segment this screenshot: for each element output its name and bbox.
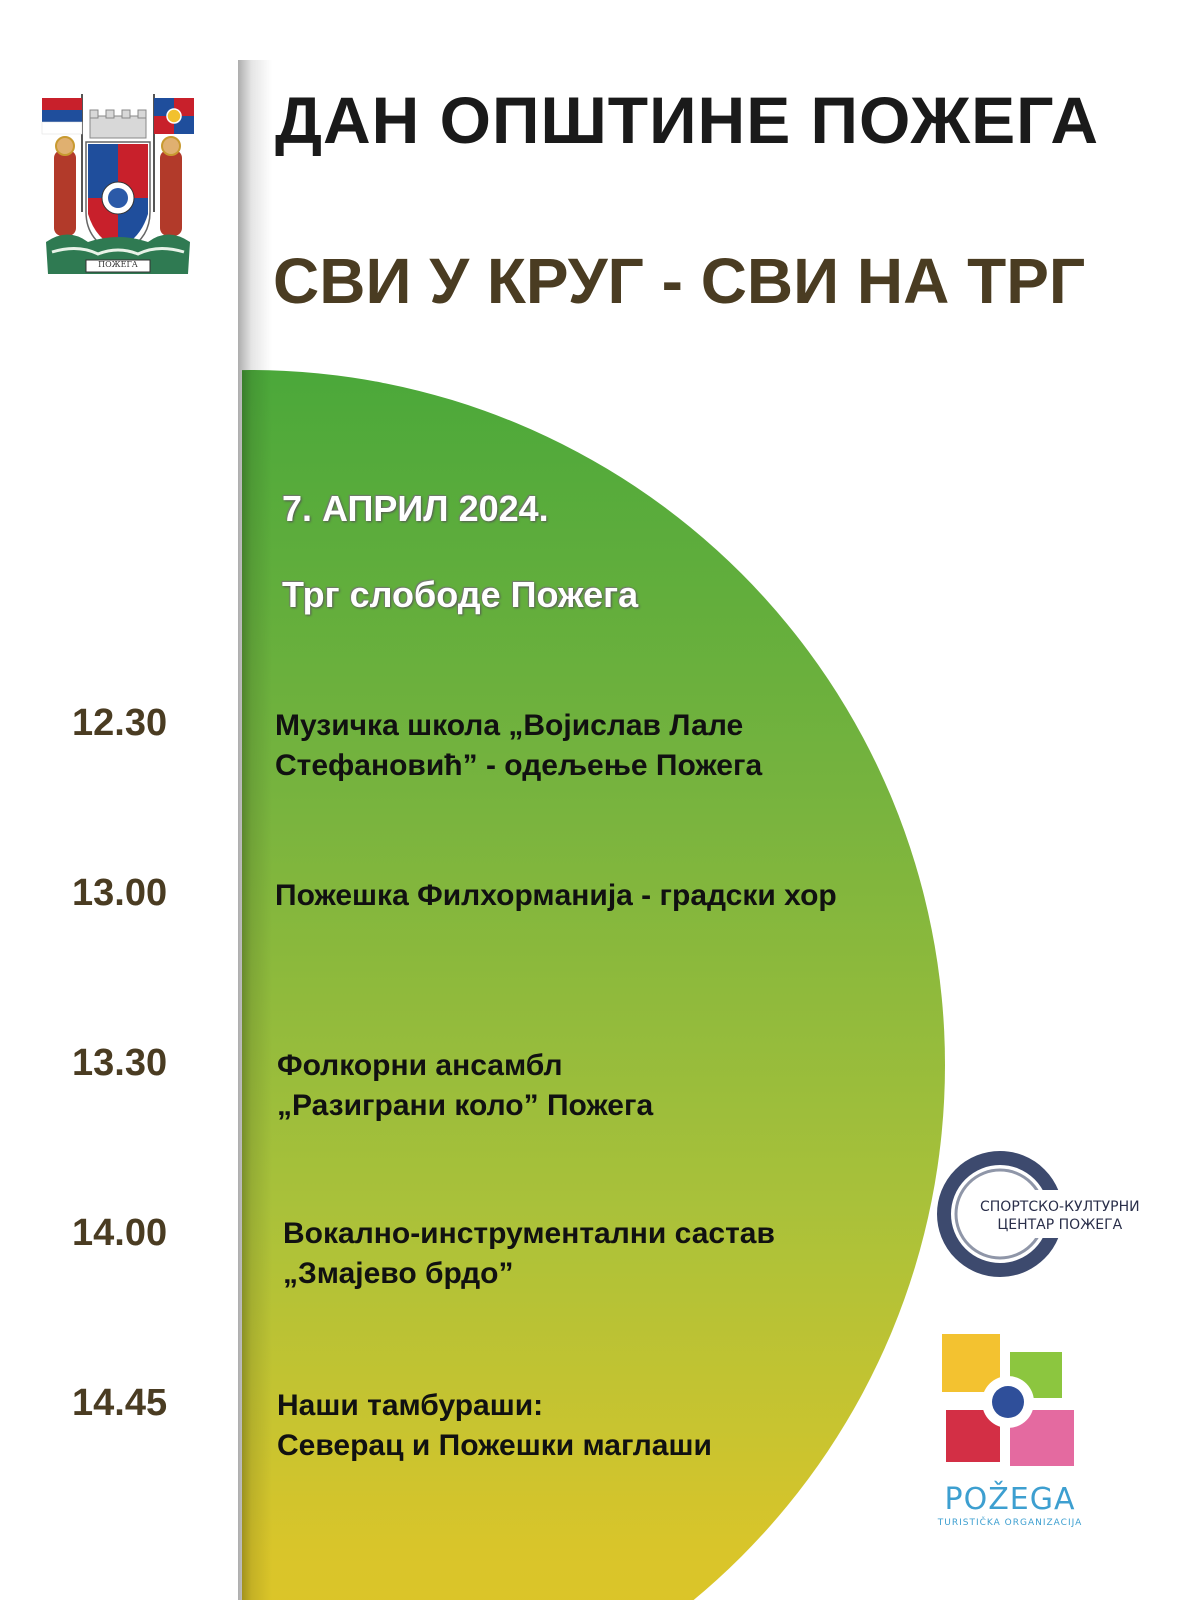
skc-text	[980, 1198, 1140, 1234]
schedule-event-line: Музичка школа „Војислав Лале	[275, 709, 744, 742]
coat-of-arms-icon	[38, 92, 198, 282]
schedule-event	[277, 1386, 712, 1466]
page-title: ДАН ОПШТИНЕ ПОЖЕГА	[275, 83, 1100, 157]
schedule-event-line: Пожешка Филхормaнија - градски хор	[275, 879, 837, 912]
page-subtitle: СВИ У КРУГ - СВИ НА ТРГ	[273, 245, 1086, 317]
schedule-event-line: Северац и Пожешки маглаши	[277, 1429, 712, 1462]
event-date: 7. АПРИЛ 2024.	[282, 488, 549, 529]
schedule-time: 14.00	[72, 1212, 168, 1254]
divider-shadow	[238, 60, 272, 1600]
schedule-event-line: Вокално-инструментални састав	[283, 1217, 775, 1250]
tourism-subtitle: TURISTIČKA ORGANIZACIJA	[937, 1518, 1083, 1528]
schedule-event	[277, 1046, 653, 1126]
tourism-logo	[930, 1330, 1090, 1530]
schedule-time: 13.30	[72, 1042, 168, 1084]
schedule-event	[283, 1214, 775, 1294]
schedule-event-line: „Разиграни коло” Пожега	[277, 1089, 654, 1122]
schedule-event-line: „Змајево брдо”	[283, 1257, 514, 1290]
schedule-event	[275, 876, 837, 916]
skc-logo	[936, 1150, 1140, 1280]
crest-motto: ПОЖЕГА	[98, 260, 138, 269]
schedule-event-line: Фолкорни ансамбл	[277, 1049, 563, 1082]
skc-line-1: СПОРТСКО-КУЛТУРНИ	[980, 1199, 1140, 1215]
schedule-time: 13.00	[72, 872, 168, 914]
event-venue: Трг слободе Пожега	[282, 574, 639, 615]
tourism-name: POŽEGA	[944, 1482, 1076, 1517]
schedule-event-line: Наши тамбураши:	[277, 1389, 544, 1422]
skc-line-2: ЦЕНТАР ПОЖЕГА	[997, 1217, 1123, 1233]
schedule-event	[275, 706, 762, 786]
schedule-event-line: Стефановић” - одељење Пожега	[275, 749, 763, 782]
schedule-time: 12.30	[72, 702, 168, 744]
tourism-cross-icon	[938, 1330, 1078, 1470]
schedule-time: 14.45	[72, 1382, 168, 1424]
